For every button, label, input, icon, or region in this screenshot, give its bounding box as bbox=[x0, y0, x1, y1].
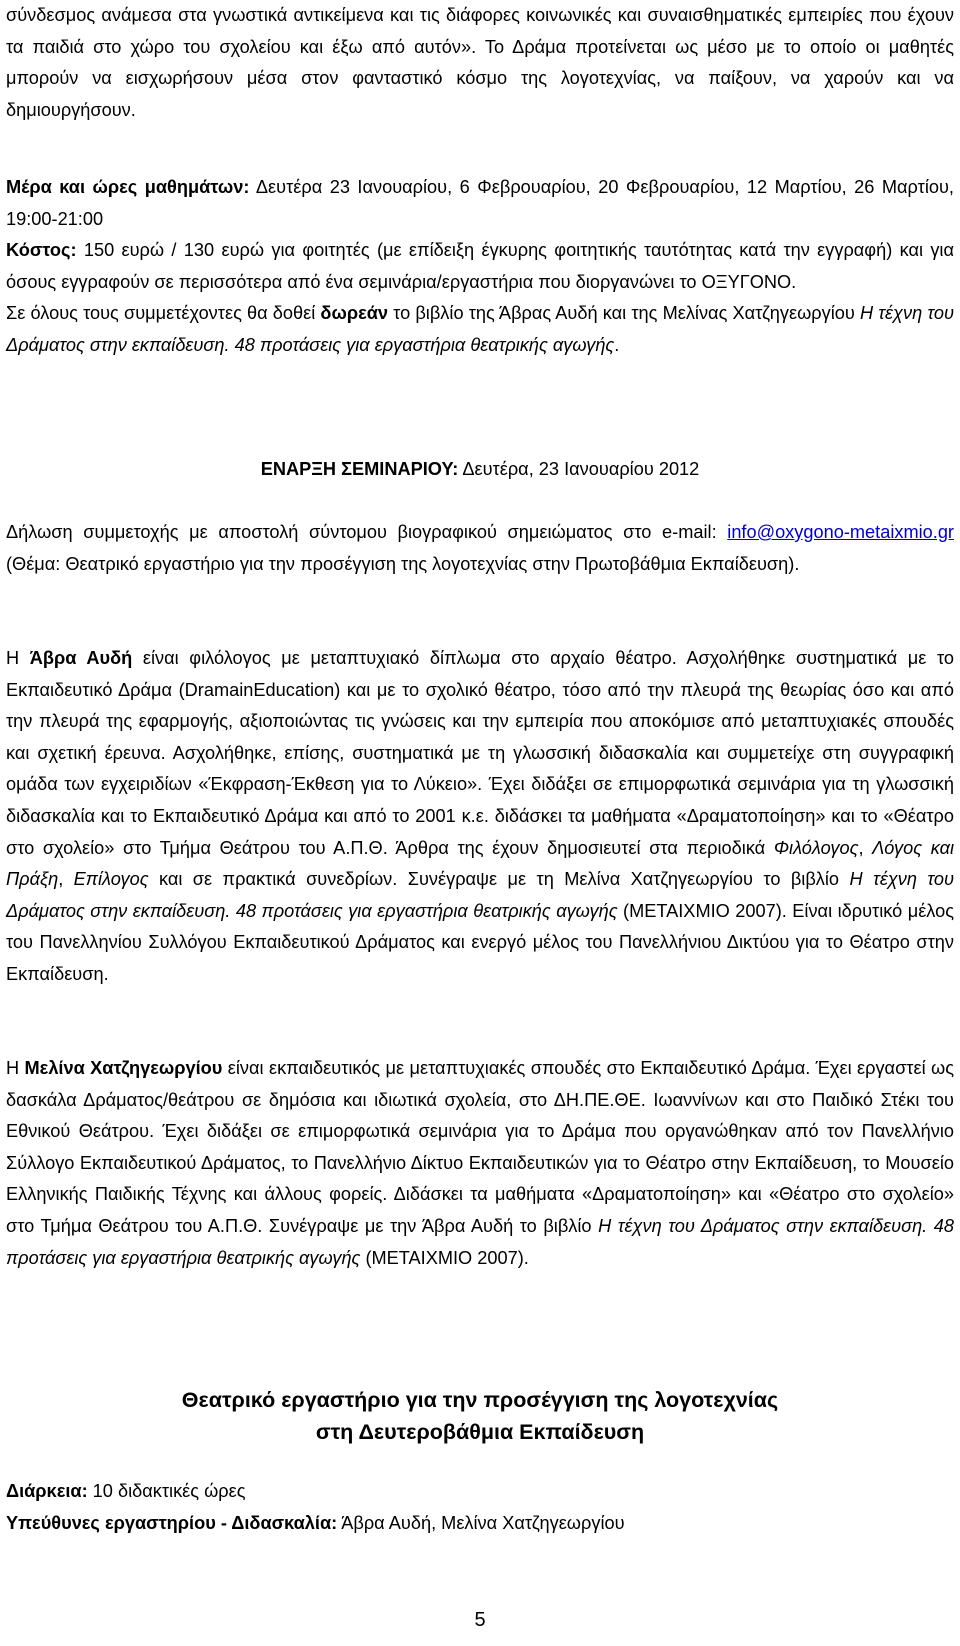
bio-avra-sep2: , bbox=[58, 869, 74, 890]
bio-melina-text2: (ΜΕΤΑΙΧΜΙΟ 2007). bbox=[360, 1247, 529, 1268]
cost-value: 150 ευρώ / 130 ευρώ για φοιτητές (με επίδειξη έγκυρης φοιτητικής ταυτότητας κατά την εγγραφή) και για όσους εγγραφούν σε περισσότερα από ένα σεμινάρια/εργαστήρια που διοργανώνει το ΟΞΥΓΟΝΟ. bbox=[6, 240, 954, 292]
bio-avra-text3: (ΜΕΤΑΙΧΜΙΟ 2007). Είναι ιδρυτικό μέλος του Πανελληνίου Συλλόγου Εκπαιδευτικού Δράματος και ενεργό μέλος του Πανελλήνιου Δικτύου για το Θέατρο στην Εκπαίδευση. bbox=[6, 900, 954, 984]
gift-end: . bbox=[614, 334, 620, 355]
intro-text: σύνδεσμος ανάμεσα στα γνωστικά αντικείμενα και τις διάφορες κοινωνικές και συναισθηματικές εμπειρίες που έχουν τα παιδιά στο χώρο του σχολείου και έξω από αυτόν». Το Δράμα προτείνεται ως μέσο με το οποίο οι μαθητές μπορούν να εισχωρήσουν μέσα στον φανταστικό κόσμο της λογοτεχνίας, να παίξουν, να χαρούν και να δημιουργήσουν. bbox=[6, 5, 954, 120]
schedule-value: Δευτέρα 23 Ιανουαρίου, 6 Φεβρουαρίου, 20 Φεβρουαρίου, 12 Μαρτίου, 26 Μαρτίου, 19:00-21:00 bbox=[6, 177, 954, 229]
gift-paragraph bbox=[6, 298, 954, 361]
instructors-value: Άβρα Αυδή, Μελίνα Χατζηγεωργίου bbox=[337, 1512, 625, 1533]
bio-avra-text1: είναι φιλόλογος με μεταπτυχιακό δίπλωμα στο αρχαίο θέατρο. Ασχολήθηκε συστηματικά με το Εκπαιδευτικό Δράμα (DramainEducation) και με το σχολικό θέατρο, τόσο από την πλευρά της θεωρίας όσο και από την πλευρά της εφαρμογής, αξιοποιώντας τις γνώσεις και την εμπειρία που αποκόμισε από μεταπτυχιακές σπουδές και σχετική έρευνα. Ασχολήθηκε, επίσης, συστηματικά με τη γλωσσική διδασκαλία και συμμετείχε στη συγγραφική ομάδα των εγχειριδίων «Έκφραση-Έκθεση για το Λύκειο». Έχει διδάξει σε επιμορφωτικά σεμινάρια για τη γλωσσική διδασκαλία και το Εκπαιδευτικό Δράμα και από το 2001 κ.ε. διδάσκει τα μαθήματα «Δραματοποίηση» και το «Θέατρο στο σχολείο» στο Τμήμα Θεάτρου του Α.Π.Θ. Άρθρα της έχουν δημοσιευτεί στα περιοδικά bbox=[6, 648, 955, 858]
journal-logos-praxi: Λόγος και Πράξη bbox=[6, 837, 955, 890]
bio-melina-text1: είναι εκπαιδευτικός με μεταπτυχιακές σπουδές στο Εκπαιδευτικό Δράμα. Έχει εργαστεί ως δασκάλα Δράματος/θεάτρου σε δημόσια και ιδιωτικά σχολεία, στο ΔΗ.ΠΕ.ΘΕ. Ιωαννίνων και στο Παιδικό Στέκι του Εθνικού Θεάτρου. Έχει διδάξει σε επιμορφωτικά σεμινάρια για το Δράμα που οργανώθηκαν από τον Πανελλήνιο Σύλλογο Εκπαιδευτικού Δράματος, το Πανελλήνιο Δίκτυο Εκπαιδευτικών για το Θέατρο στην Εκπαίδευση, το Μουσείο Ελληνικής Παιδικής Τέχνης και άλλους φορείς. Διδάσκει τα μαθήματα «Δραματοποίηση» και «Θέατρο στο σχολείο» στο Τμήμα Θεάτρου του Α.Π.Θ. Συνέγραψε με την Άβρα Αυδή το βιβλίο bbox=[6, 1058, 954, 1236]
seminar-start bbox=[6, 454, 954, 486]
application-text: Δήλωση συμμετοχής με αποστολή σύντομου βιογραφικού σημειώματος στο e-mail: bbox=[6, 522, 728, 542]
bio-melina-paragraph bbox=[6, 1053, 954, 1274]
duration-label: Διάρκεια: bbox=[6, 1481, 88, 1501]
duration-line bbox=[6, 1476, 954, 1508]
section-title-line2: στη Δευτεροβάθμια Εκπαίδευση bbox=[315, 1420, 645, 1444]
bio-avra-paragraph bbox=[6, 643, 954, 991]
duration-value: 10 διδακτικές ώρες bbox=[87, 1481, 246, 1501]
instructors-line bbox=[6, 1508, 954, 1540]
gift-book-title: Η τέχνη του Δράματος στην εκπαίδευση. 48 προτάσεις για εργαστήρια θεατρικής αγωγής bbox=[6, 303, 954, 355]
cost-label: Κόστος: bbox=[6, 240, 77, 261]
bio-avra-text2: και σε πρακτικά συνεδρίων. Συνέγραψε με τη Μελίνα Χατζηγεωργίου το βιβλίο bbox=[148, 869, 850, 890]
gift-free-word: δωρεάν bbox=[320, 303, 388, 324]
application-subject: (Θέμα: Θεατρικό εργαστήριο για την προσέγγιση της λογοτεχνίας στην Πρωτοβάθμια Εκπαίδευση). bbox=[6, 553, 800, 574]
bio-avra-sep1: , bbox=[858, 837, 873, 858]
bio-melina-name: Μελίνα Χατζηγεωργίου bbox=[24, 1058, 223, 1078]
bio-avra-name: Άβρα Αυδή bbox=[29, 648, 133, 668]
gift-text-before: Σε όλους τους συμμετέχοντες θα δοθεί bbox=[6, 303, 321, 324]
course-info-block bbox=[6, 172, 954, 362]
bio-melina-intro: Η bbox=[6, 1058, 25, 1078]
document-page bbox=[6, 0, 954, 1646]
bio-avra-intro: Η bbox=[6, 648, 30, 668]
journal-epilogos: Επίλογος bbox=[73, 869, 149, 890]
page-number: 5 bbox=[474, 1609, 486, 1631]
bio-melina-book: Η τέχνη του Δράματος στην εκπαίδευση. 48 προτάσεις για εργαστήρια θεατρικής αγωγής bbox=[6, 1215, 954, 1268]
schedule-paragraph bbox=[6, 172, 954, 235]
intro-paragraph bbox=[6, 0, 954, 126]
seminar-start-label: ΕΝΑΡΞΗ ΣΕΜΙΝΑΡΙΟΥ: bbox=[260, 459, 459, 479]
cost-paragraph bbox=[6, 235, 954, 298]
gift-text-after: το βιβλίο της Άβρας Αυδή και της Μελίνας Χατζηγεωργίου bbox=[388, 303, 860, 324]
email-link[interactable]: info@oxygono-metaixmio.gr bbox=[727, 522, 954, 542]
seminar-start-date: Δευτέρα, 23 Ιανουαρίου 2012 bbox=[458, 459, 700, 479]
section-title bbox=[6, 1384, 954, 1448]
bio-avra-book: Η τέχνη του Δράματος στην εκπαίδευση. 48 προτάσεις για εργαστήρια θεατρικής αγωγής bbox=[6, 869, 954, 921]
instructors-label: Υπεύθυνες εργαστηρίου - Διδασκαλία: bbox=[6, 1512, 338, 1533]
section-title-line1: Θεατρικό εργαστήριο για την προσέγγιση της λογοτεχνίας bbox=[181, 1388, 779, 1412]
journal-filologos: Φιλόλογος bbox=[773, 837, 859, 858]
application-paragraph bbox=[6, 517, 954, 580]
workshop-info bbox=[6, 1476, 954, 1539]
schedule-label: Μέρα και ώρες μαθημάτων: bbox=[6, 177, 250, 197]
